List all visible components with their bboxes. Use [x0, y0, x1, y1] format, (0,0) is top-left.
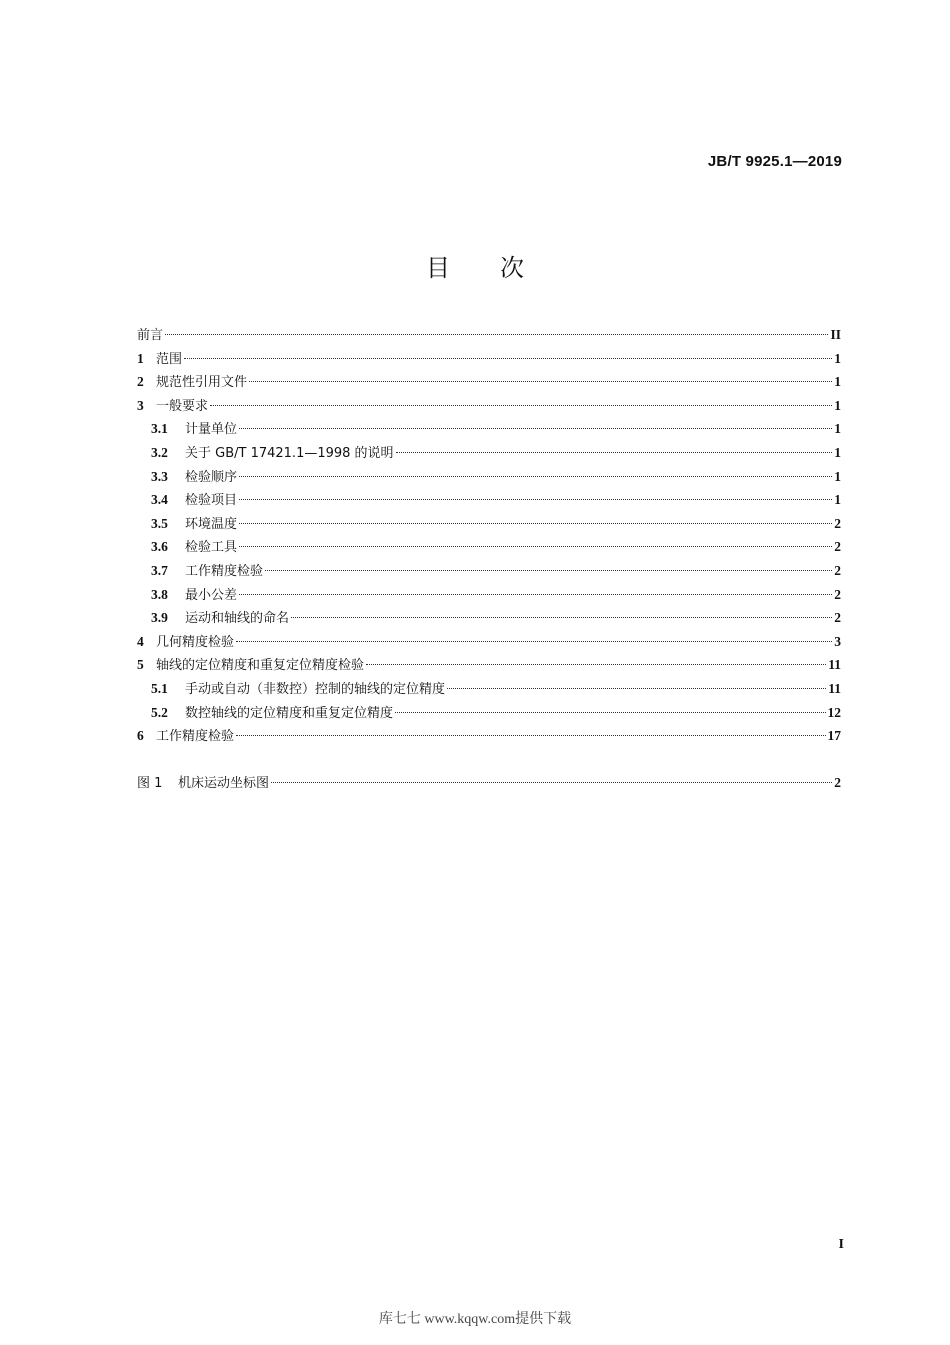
- toc-entry-number: 3.8: [151, 586, 168, 602]
- toc-entry-number: 5.2: [151, 704, 168, 720]
- toc-entry-number: 3.9: [151, 610, 168, 626]
- toc-entry-title: 规范性引用文件: [156, 375, 248, 391]
- toc-entry-number: 3.1: [151, 421, 168, 437]
- toc-entry-page: 1: [834, 397, 841, 413]
- dot-leader: [239, 594, 832, 595]
- toc-entry-number: 3.7: [151, 562, 168, 578]
- dot-leader: [395, 712, 825, 713]
- standard-code: JB/T 9925.1—2019: [707, 153, 842, 170]
- toc-entry-6[interactable]: [137, 724, 841, 748]
- toc-entry-title: 手动或自动（非数控）控制的轴线的定位精度: [185, 681, 446, 697]
- dot-leader: [184, 358, 832, 359]
- toc-entry-title: 关于 GB/T 17421.1—1998 的说明: [185, 445, 394, 461]
- toc-entry-page: 2: [834, 515, 841, 531]
- toc-entry-title: 几何精度检验: [156, 634, 235, 650]
- dot-leader: [239, 499, 832, 500]
- toc-entry-page: 1: [834, 468, 841, 484]
- toc-entry-page: 11: [828, 657, 841, 673]
- dot-leader: [239, 523, 832, 524]
- toc-entry-page: 2: [834, 562, 841, 578]
- toc-entry-3-3[interactable]: [137, 465, 841, 489]
- toc-entry-page: 2: [834, 610, 841, 626]
- toc-entry-5-1[interactable]: [137, 677, 841, 701]
- toc-entry-3-5[interactable]: [137, 512, 841, 536]
- toc-entry-title: 工作精度检验: [185, 563, 264, 579]
- page-number: I: [838, 1237, 844, 1252]
- toc-entry-foreword[interactable]: [137, 323, 841, 347]
- toc-entry-number: 6: [137, 728, 144, 744]
- dot-leader: [291, 617, 832, 618]
- dot-leader: [396, 452, 833, 453]
- toc-entry-1[interactable]: [137, 347, 841, 371]
- toc-entry-title: 最小公差: [185, 587, 238, 603]
- figure-page: 2: [834, 774, 841, 790]
- toc-entry-page: II: [830, 327, 841, 342]
- toc-entry-number: 3: [137, 397, 144, 413]
- toc-entry-page: 1: [834, 374, 841, 390]
- download-footer: 库七七 www.kqqw.com提供下载: [378, 1312, 572, 1327]
- toc-entry-number: 5.1: [151, 680, 168, 696]
- dot-leader: [239, 546, 832, 547]
- dot-leader: [239, 428, 832, 429]
- toc-entry-page: 17: [827, 728, 841, 744]
- toc-entry-page: 2: [834, 539, 841, 555]
- dot-leader: [165, 334, 828, 335]
- toc-entry-3-4[interactable]: [137, 488, 841, 512]
- toc-entry-3-1[interactable]: [137, 417, 841, 441]
- toc-entry-title: 范围: [156, 351, 183, 367]
- toc-entry-3-2[interactable]: [137, 441, 841, 465]
- toc-entry-number: 2: [137, 374, 144, 390]
- toc-entry-title: 环境温度: [185, 516, 238, 532]
- table-of-contents: [137, 323, 841, 794]
- figure-title: 机床运动坐标图: [178, 775, 270, 791]
- toc-entry-title: 运动和轴线的命名: [185, 611, 290, 627]
- toc-entry-page: 1: [834, 350, 841, 366]
- toc-entry-number: 4: [137, 633, 144, 649]
- toc-entry-title: 数控轴线的定位精度和重复定位精度: [185, 705, 394, 721]
- toc-entry-number: 3.6: [151, 539, 168, 555]
- toc-entry-3-6[interactable]: [137, 535, 841, 559]
- toc-entry-number: 3.4: [151, 492, 168, 508]
- toc-entry-page: 1: [834, 492, 841, 508]
- toc-entry-number: 3.3: [151, 468, 168, 484]
- toc-entry-page: 1: [834, 421, 841, 437]
- dot-leader: [271, 782, 832, 783]
- toc-entry-3-9[interactable]: [137, 606, 841, 630]
- dot-leader: [366, 664, 826, 665]
- toc-entry-title: 轴线的定位精度和重复定位精度检验: [156, 658, 365, 674]
- toc-entry-title: 检验顺序: [185, 469, 238, 485]
- toc-entry-title: 检验工具: [185, 540, 238, 556]
- figure-number: 图 1: [137, 775, 163, 791]
- toc-entry-page: 12: [827, 704, 841, 720]
- toc-entry-title: 检验项目: [185, 493, 238, 509]
- toc-entry-3-8[interactable]: [137, 583, 841, 607]
- dot-leader: [236, 641, 832, 642]
- toc-entry-5-2[interactable]: [137, 701, 841, 725]
- toc-entry-title: 工作精度检验: [156, 729, 235, 745]
- toc-entry-3-7[interactable]: [137, 559, 841, 583]
- toc-figure-1[interactable]: [137, 771, 841, 795]
- toc-entry-page: 3: [834, 633, 841, 649]
- dot-leader: [447, 688, 826, 689]
- toc-entry-title: 前言: [137, 328, 164, 343]
- toc-entry-page: 11: [828, 680, 841, 696]
- toc-entry-3[interactable]: [137, 394, 841, 418]
- toc-entry-5[interactable]: [137, 653, 841, 677]
- dot-leader: [265, 570, 832, 571]
- page-title: 目次: [426, 254, 574, 282]
- toc-entry-4[interactable]: [137, 630, 841, 654]
- toc-entry-number: 3.2: [151, 444, 168, 460]
- toc-entry-title: 一般要求: [156, 398, 209, 414]
- dot-leader: [249, 381, 832, 382]
- dot-leader: [210, 405, 832, 406]
- toc-entry-number: 3.5: [151, 515, 168, 531]
- toc-entry-2[interactable]: [137, 370, 841, 394]
- toc-entry-page: 2: [834, 586, 841, 602]
- dot-leader: [239, 476, 832, 477]
- toc-entry-number: 1: [137, 350, 144, 366]
- toc-entry-number: 5: [137, 657, 144, 673]
- toc-entry-title: 计量单位: [185, 422, 238, 438]
- dot-leader: [236, 735, 825, 736]
- toc-entry-page: 1: [834, 444, 841, 460]
